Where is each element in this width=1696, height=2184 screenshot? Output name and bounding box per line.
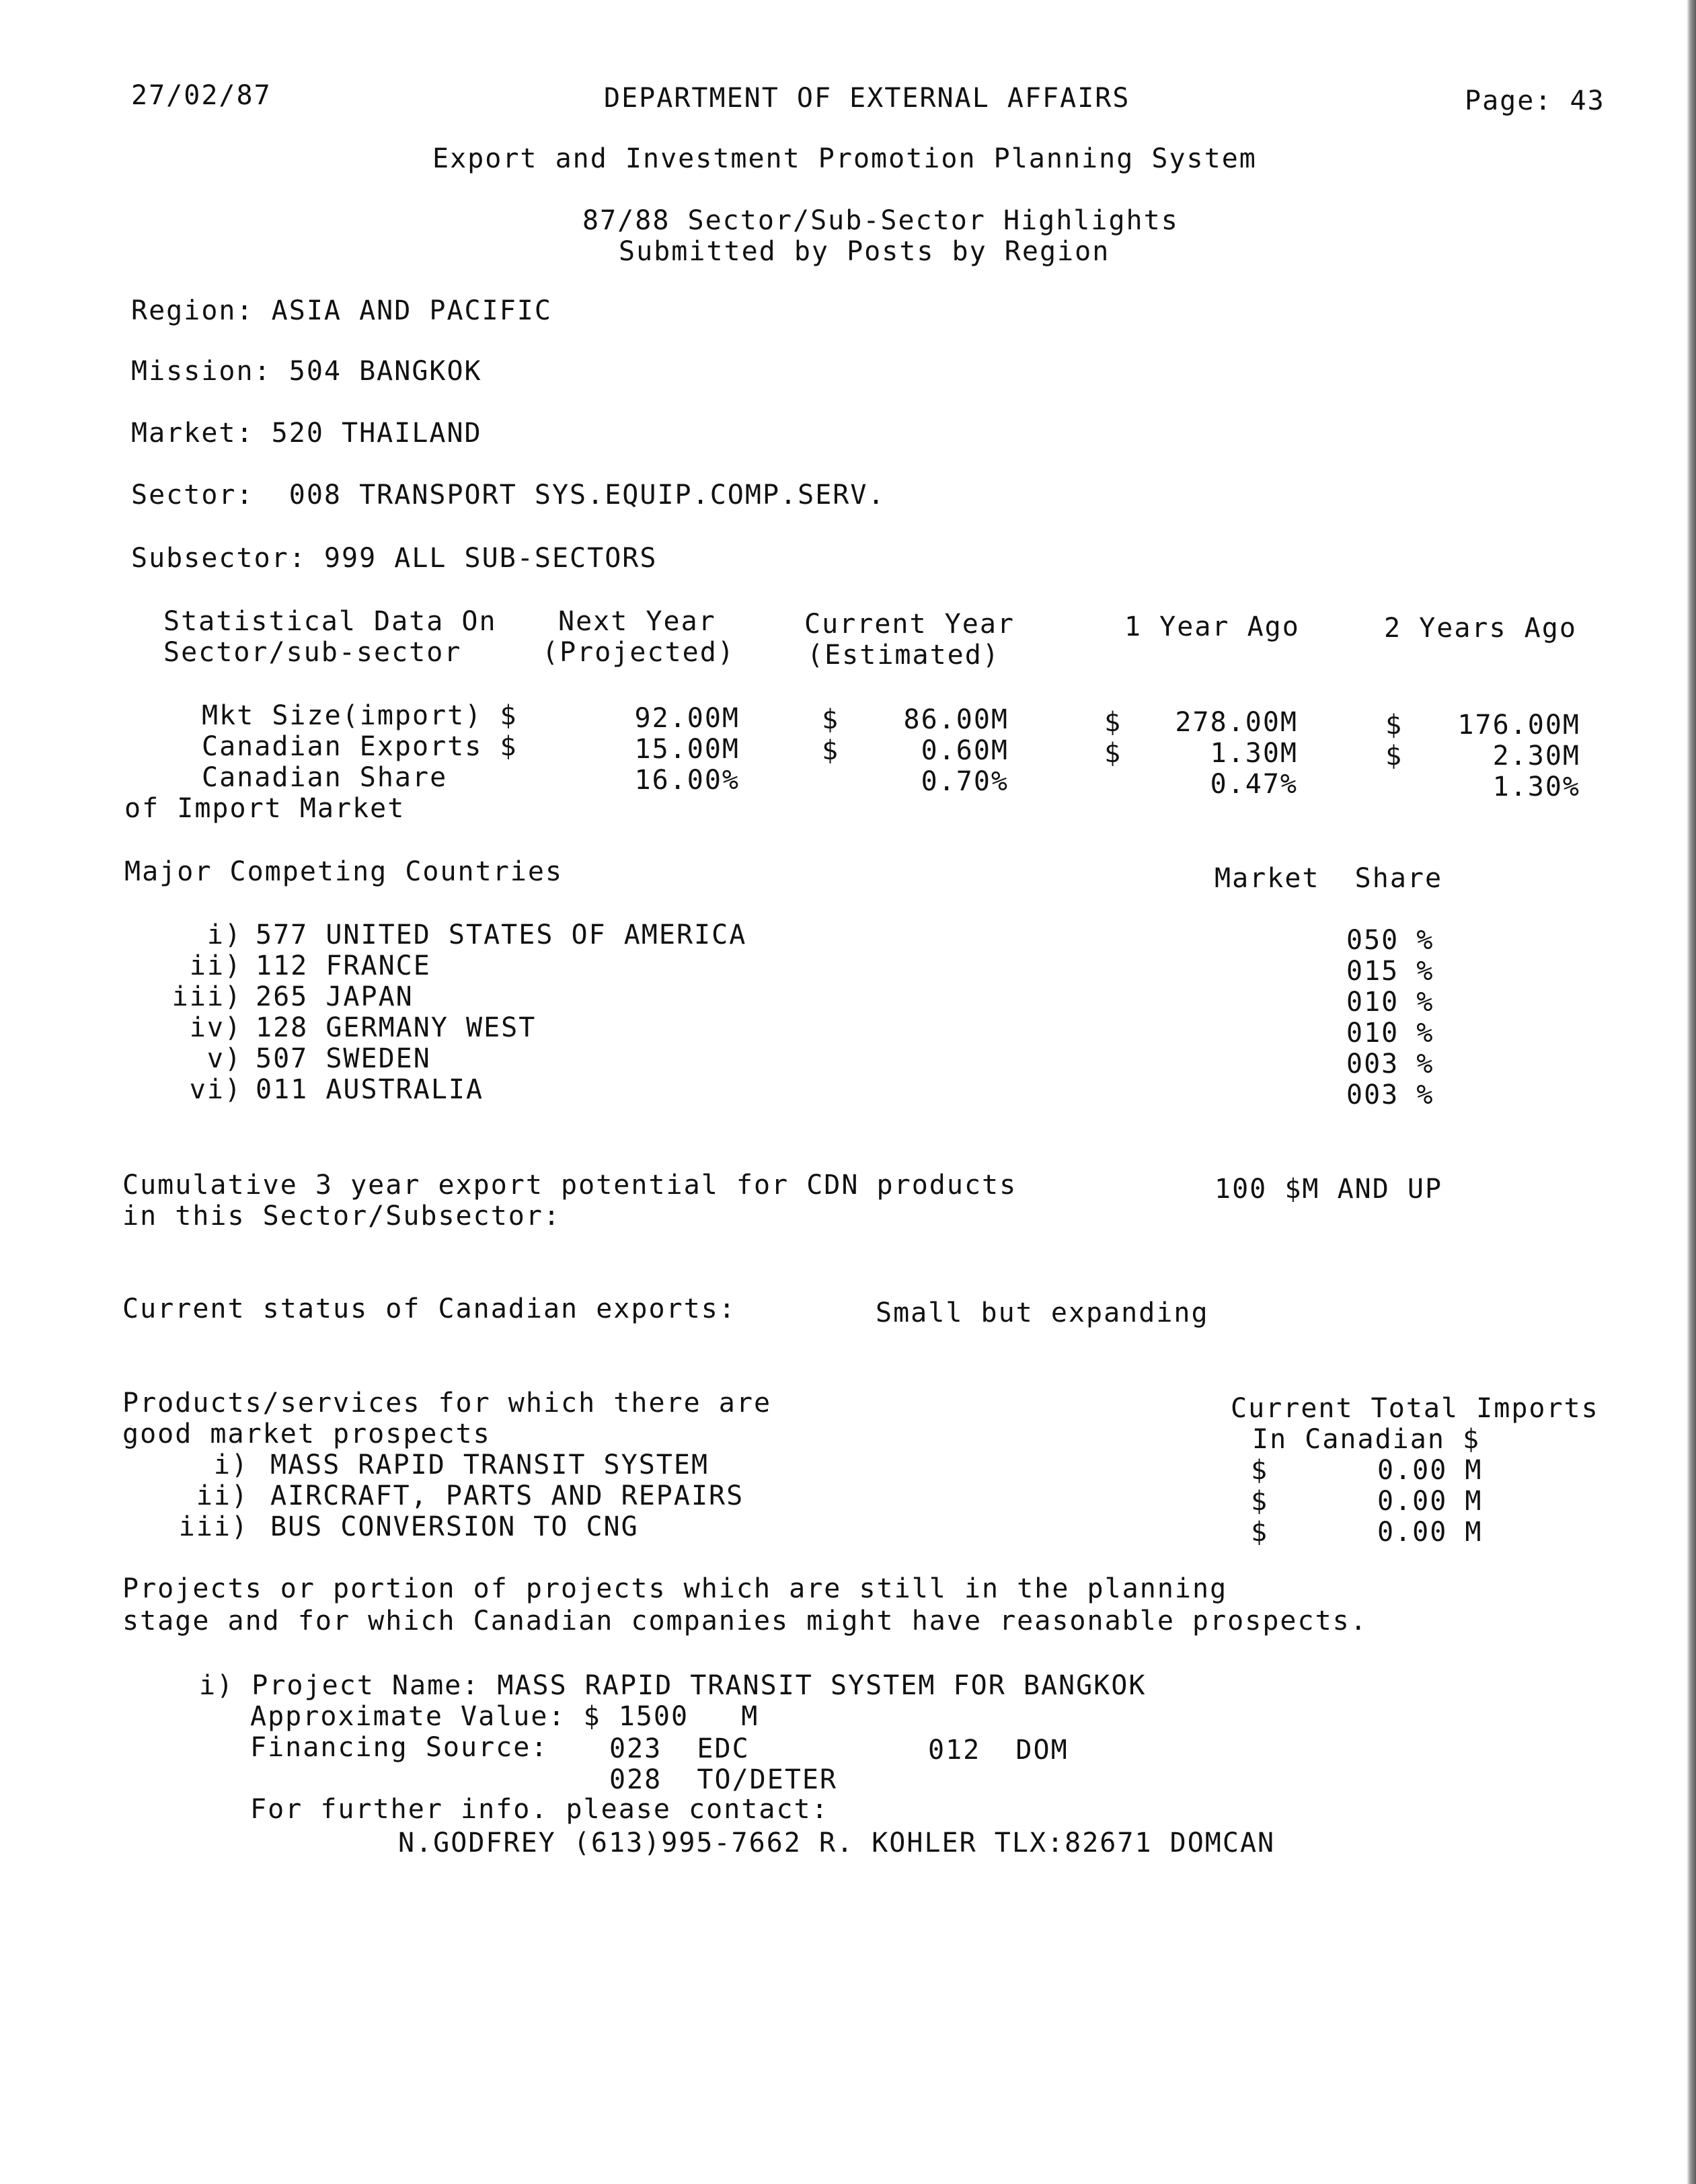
competitor-share: 010 % xyxy=(1346,987,1434,1018)
department-name: DEPARTMENT OF EXTERNAL AFFAIRS xyxy=(604,83,1130,114)
currency-symbol: $ xyxy=(822,704,840,735)
financing-source-1: 023 EDC xyxy=(609,1733,750,1764)
status-label: Current status of Canadian exports: xyxy=(122,1293,736,1324)
currency-symbol: $ xyxy=(1385,710,1403,741)
product-num: ii) xyxy=(196,1480,249,1511)
market-line: Market: 520 THAILAND xyxy=(131,418,482,449)
competitor-share: 003 % xyxy=(1346,1080,1434,1110)
col-next-year-h1: Next Year xyxy=(558,606,716,637)
currency-symbol: $ xyxy=(1251,1486,1269,1517)
product-import-value: 0.00 M xyxy=(1377,1455,1483,1486)
competitor-share: 015 % xyxy=(1346,956,1434,987)
product-import-value: 0.00 M xyxy=(1377,1486,1483,1517)
competitor-name: 011 AUSTRALIA xyxy=(256,1074,484,1105)
mkt-size-next-year: 92.00M xyxy=(634,703,740,734)
subsector-line: Subsector: 999 ALL SUB-SECTORS xyxy=(131,543,658,574)
competitor-share: 050 % xyxy=(1346,925,1434,956)
financing-source-3: 028 TO/DETER xyxy=(609,1764,838,1795)
projects-intro-line1: Projects or portion of projects which are still in the planning xyxy=(122,1573,1228,1604)
imports-heading-2: In Canadian $ xyxy=(1252,1424,1481,1455)
col-current-year-h2: (Estimated) xyxy=(807,640,1000,671)
report-title: 87/88 Sector/Sub-Sector Highlights xyxy=(582,205,1179,236)
sector-line: Sector: 008 TRANSPORT SYS.EQUIP.COMP.SERV. xyxy=(131,480,886,511)
mkt-size-current-year: 86.00M xyxy=(903,704,1009,735)
competitor-name: 265 JAPAN xyxy=(256,981,414,1012)
contact-label: For further info. please contact: xyxy=(250,1794,829,1825)
scan-edge-shadow xyxy=(1687,0,1696,2184)
exports-next-year: 15.00M xyxy=(634,734,740,765)
mission-line: Mission: 504 BANGKOK xyxy=(131,356,482,387)
competitor-name: 577 UNITED STATES OF AMERICA xyxy=(256,919,747,950)
product-import-value: 0.00 M xyxy=(1377,1517,1483,1548)
mkt-size-1-year-ago: 278.00M xyxy=(1175,707,1298,738)
product-num: iii) xyxy=(178,1511,249,1542)
mkt-size-2-years-ago: 176.00M xyxy=(1457,710,1580,741)
share-2-years-ago: 1.30% xyxy=(1492,771,1580,802)
exports-1-year-ago: 1.30M xyxy=(1210,738,1298,769)
row-mkt-size-label: Mkt Size(import) $ xyxy=(202,700,518,731)
project-name-line: i) Project Name: MASS RAPID TRANSIT SYSTEM FOR BANGKOK xyxy=(199,1670,1147,1701)
products-line2: good market prospects xyxy=(122,1419,491,1449)
potential-line2: in this Sector/Subsector: xyxy=(122,1201,562,1232)
col-current-year-h1: Current Year xyxy=(804,609,1015,640)
page-number: Page: 43 xyxy=(1465,85,1605,116)
product-name: MASS RAPID TRANSIT SYSTEM xyxy=(270,1449,709,1480)
col-2-years-ago-h1: 2 Years Ago xyxy=(1384,613,1577,644)
exports-2-years-ago: 2.30M xyxy=(1492,741,1580,771)
report-date: 27/02/87 xyxy=(131,80,272,111)
currency-symbol: $ xyxy=(1251,1517,1269,1548)
competitor-share: 003 % xyxy=(1346,1049,1434,1080)
row-canadian-exports-label: Canadian Exports $ xyxy=(202,731,518,762)
col-next-year-h2: (Projected) xyxy=(542,637,735,668)
share-label-continuation: of Import Market xyxy=(124,793,406,824)
product-name: BUS CONVERSION TO CNG xyxy=(270,1511,639,1542)
status-value: Small but expanding xyxy=(876,1297,1209,1328)
system-title: Export and Investment Promotion Planning System xyxy=(432,143,1257,174)
competitor-num: i) xyxy=(206,919,242,950)
currency-symbol: $ xyxy=(822,735,840,766)
col-1-year-ago-h1: 1 Year Ago xyxy=(1124,611,1300,642)
financing-label: Financing Source: xyxy=(250,1732,549,1763)
competitor-num: v) xyxy=(206,1043,242,1074)
competitor-share: 010 % xyxy=(1346,1018,1434,1049)
competitor-num: iii) xyxy=(171,981,242,1012)
product-name: AIRCRAFT, PARTS AND REPAIRS xyxy=(270,1480,744,1511)
currency-symbol: $ xyxy=(1104,707,1122,738)
financing-source-2: 012 DOM xyxy=(928,1735,1069,1766)
competitor-name: 128 GERMANY WEST xyxy=(256,1012,537,1043)
share-current-year: 0.70% xyxy=(921,766,1009,797)
currency-symbol: $ xyxy=(1385,741,1403,771)
imports-heading-1: Current Total Imports xyxy=(1231,1393,1599,1424)
competitor-num: vi) xyxy=(189,1074,242,1105)
exports-current-year: 0.60M xyxy=(921,735,1009,766)
region-line: Region: ASIA AND PACIFIC xyxy=(131,295,552,326)
project-value-line: Approximate Value: $ 1500 M xyxy=(250,1701,759,1732)
competitor-num: iv) xyxy=(189,1012,242,1043)
competitor-num: ii) xyxy=(189,950,242,981)
currency-symbol: $ xyxy=(1251,1455,1269,1486)
competitors-heading: Major Competing Countries xyxy=(124,856,564,887)
share-1-year-ago: 0.47% xyxy=(1210,769,1298,800)
product-num: i) xyxy=(213,1449,249,1480)
contact-details: N.GODFREY (613)995-7662 R. KOHLER TLX:82671 DOMCAN xyxy=(398,1828,1276,1858)
projects-intro-line2: stage and for which Canadian companies might have reasonable prospects. xyxy=(122,1606,1368,1636)
market-share-heading: Market Share xyxy=(1215,863,1443,894)
currency-symbol: $ xyxy=(1104,738,1122,769)
products-line1: Products/services for which there are xyxy=(122,1388,772,1419)
competitor-name: 112 FRANCE xyxy=(256,950,431,981)
report-subtitle: Submitted by Posts by Region xyxy=(619,236,1110,267)
competitor-name: 507 SWEDEN xyxy=(256,1043,431,1074)
potential-line1: Cumulative 3 year export potential for CDN products xyxy=(122,1170,1017,1201)
stats-label-line1: Statistical Data On xyxy=(163,606,497,637)
share-next-year: 16.00% xyxy=(634,765,740,796)
row-canadian-share-label: Canadian Share xyxy=(202,762,448,793)
potential-value: 100 $M AND UP xyxy=(1215,1174,1443,1205)
stats-label-line2: Sector/sub-sector xyxy=(163,637,462,668)
